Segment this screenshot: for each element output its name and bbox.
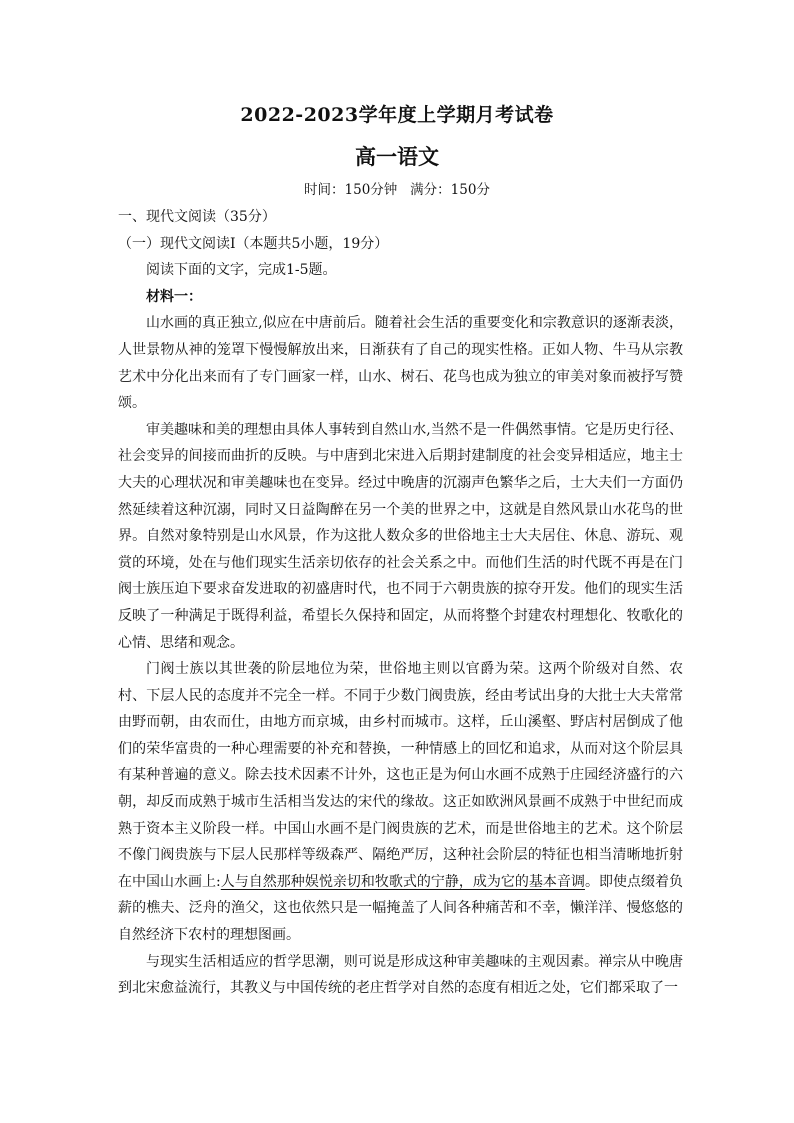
paragraph-3-text-before: 门阀士族以其世袭的阶层地位为荣，世俗地主则以官爵为荣。这两个阶级对自然、农村、下层人民的态度并不完全一样。不同于少数门阀贵族，经由考试出身的大批士大夫常常由野而朝，由农而仕，由地方而京城，由乡村而城市。这样，丘山溪壑、野店村居倒成了他们的荣华富贵的一种心理需要的补充和替换，一种情感上的回忆和追求，从而对这个阶层具有某种普遍的意义。除去技术因素不计外，这也正是为何山水画不成熟于庄园经济盛行的六朝，却反而成熟于城市生活相当发达的宋代的缘故。这正如欧洲风景画不成熟于中世纪而成熟于资本主义阶段一样。中国山水画不是门阀贵族的艺术，而是世俗地主的艺术。这个阶层不像门阀贵族与下层人民那样等级森严、隔绝严厉，这种社会阶层的特征也相当清晰地折射在中国山水画上: bbox=[118, 661, 683, 890]
paragraph-3 bbox=[118, 656, 683, 949]
paragraph-1: 山水画的真正独立,似应在中唐前后。随着社会生活的重要变化和宗教意识的逐渐表淡，人世景物从神的笼罩下慢慢解放出来，日渐获有了自己的现实性格。正如人物、牛马从宗教艺术中分化出来而有了专门画家一样，山水、树石、花鸟也成为独立的审美对象而被抒写赞颂。 bbox=[118, 315, 683, 412]
exam-time-score: 时间：150分钟 满分：150分 bbox=[304, 182, 490, 198]
section-heading: 一、现代文阅读（35分） bbox=[118, 209, 276, 225]
paragraph-4: 与现实生活相适应的哲学思潮，则可说是形成这种审美趣味的主观因素。禅宗从中晚唐到北宋愈益流行，其教义与中国传统的老庄哲学对自然的态度有相近之处，它们都采取了一 bbox=[118, 953, 683, 997]
paragraph-2: 审美趣味和美的理想由具体人事转到自然山水,当然不是一件偶然事情。它是历史行径、社会变异的间接而曲折的反映。与中唐到北宋进入后期封建制度的社会变异相适应，地主士大夫的心理状况和审美趣味也在变异。经过中晚唐的沉溺声色繁华之后，士大夫们一方面仍然延续着这种沉溺，同时又日益陶醉在另一个美的世界之中，这就是自然风景山水花鸟的世界。自然对象特别是山水风景，作为这批人数众多的世俗地主士大夫居住、休息、游玩、观赏的环境，处在与他们现实生活亲切依存的社会关系之中。而他们生活的时代既不再是在门阀士族压迫下要求奋发进取的初盛唐时代，也不同于六朝贵族的掠夺开发。他们的现实生活反映了一种满足于既得利益，希望长久保持和固定，从而将整个封建农村理想化、牧歌化的心情、思绪和观念。 bbox=[118, 421, 683, 651]
exam-subject: 高一语文 bbox=[355, 144, 439, 169]
exam-content bbox=[118, 204, 683, 1002]
reading-instruction: 阅读下面的文字，完成1-5题。 bbox=[146, 262, 337, 279]
paragraph-3-underlined-text: 人与自然那种娱悦亲切和牧歌式的宁静，成为它的基本音调 bbox=[220, 873, 585, 890]
paragraph-3-text-after: 。即使点缀着负薪的樵夫、泛舟的渔父，这也依然只是一幅掩盖了人间各种痛苦和不幸，懒洋洋、慢悠悠的自然经济下农村的理想图画。 bbox=[118, 873, 684, 944]
material-label: 材料一： bbox=[146, 288, 202, 305]
sub-section-heading: （一）现代文阅读Ⅰ（本题共5小题，19分） bbox=[118, 235, 389, 252]
exam-title: 2022-2023学年度上学期月考试卷 bbox=[240, 104, 554, 126]
